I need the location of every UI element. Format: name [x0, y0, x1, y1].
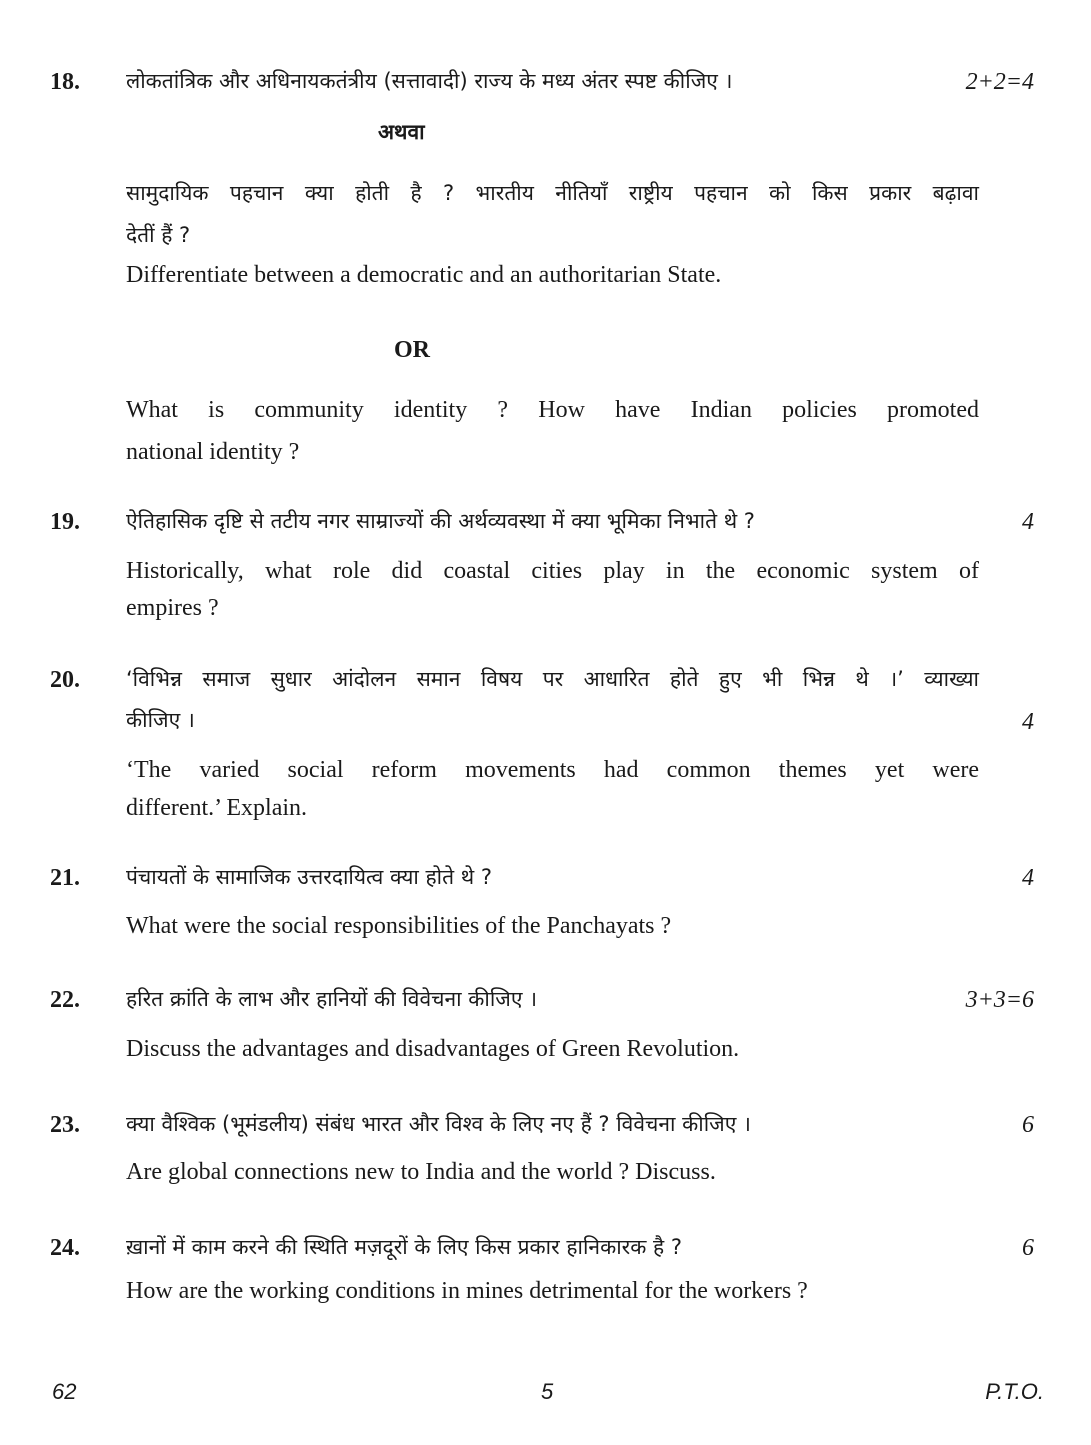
- question-18-english: Differentiate between a democratic and an authoritarian State.: [126, 262, 722, 288]
- question-number-24: 24.: [50, 1235, 80, 1261]
- question-18-alt-hindi-line2: देतीं हैं ?: [126, 223, 191, 247]
- question-20-hindi-line1: ‘विभिन्न समाज सुधार आंदोलन समान विषय पर आधारित होते हुए भी भिन्न थे ।’ व्याख्या: [126, 667, 979, 691]
- question-19-marks: 4: [1022, 509, 1034, 535]
- question-19-english-line2: empires ?: [126, 595, 219, 621]
- or-english-label: OR: [394, 337, 430, 363]
- question-24-hindi: ख़ानों में काम करने की स्थिति मज़दूरों के लिए किस प्रकार हानिकारक है ?: [126, 1235, 682, 1259]
- question-20-hindi-line2: कीजिए ।: [126, 708, 195, 732]
- question-number-21: 21.: [50, 865, 80, 891]
- question-18-alt-hindi-line1: सामुदायिक पहचान क्या होती है ? भारतीय नीतियाँ राष्ट्रीय पहचान को किस प्रकार बढ़ावा: [126, 181, 979, 205]
- question-23-hindi: क्या वैश्विक (भूमंडलीय) संबंध भारत और विश्व के लिए नए हैं ? विवेचना कीजिए ।: [126, 1112, 751, 1136]
- question-20-english-line1: ‘The varied social reform movements had common themes yet were: [126, 757, 979, 783]
- question-22-english: Discuss the advantages and disadvantages of Green Revolution.: [126, 1036, 740, 1062]
- question-number-20: 20.: [50, 667, 80, 693]
- question-18-hindi: लोकतांत्रिक और अधिनायकतंत्रीय (सत्तावादी) राज्य के मध्य अंतर स्पष्ट कीजिए ।: [126, 69, 733, 93]
- question-20-marks: 4: [1022, 709, 1034, 735]
- question-21-hindi: पंचायतों के सामाजिक उत्तरदायित्व क्या होते थे ?: [126, 865, 492, 889]
- question-number-22: 22.: [50, 987, 80, 1013]
- question-number-23: 23.: [50, 1112, 80, 1138]
- question-24-marks: 6: [1022, 1235, 1034, 1261]
- question-22-marks: 3+3=6: [965, 987, 1034, 1013]
- question-19-hindi: ऐतिहासिक दृष्टि से तटीय नगर साम्राज्यों की अर्थव्यवस्था में क्या भूमिका निभाते थे ?: [126, 509, 755, 533]
- question-18-marks: 2+2=4: [965, 69, 1034, 95]
- question-22-hindi: हरित क्रांति के लाभ और हानियों की विवेचना कीजिए ।: [126, 987, 538, 1011]
- page-number: 5: [541, 1379, 554, 1404]
- question-23-english: Are global connections new to India and the world ? Discuss.: [126, 1159, 716, 1185]
- question-24-english: How are the working conditions in mines detrimental for the workers ?: [126, 1278, 808, 1304]
- question-20-english-line2: different.’ Explain.: [126, 795, 308, 821]
- question-18-alt-english-line2: national identity ?: [126, 439, 300, 465]
- question-19-english-line1: Historically, what role did coastal cities play in the economic system of: [126, 558, 979, 584]
- please-turn-over: P.T.O.: [985, 1379, 1044, 1404]
- or-hindi-label: अथवा: [378, 120, 425, 144]
- question-18-alt-english-line1: What is community identity ? How have Indian policies promoted: [126, 397, 979, 423]
- question-number-19: 19.: [50, 509, 80, 535]
- question-21-marks: 4: [1022, 865, 1034, 891]
- paper-code: 62: [52, 1379, 77, 1404]
- question-21-english: What were the social responsibilities of the Panchayats ?: [126, 913, 672, 939]
- question-23-marks: 6: [1022, 1112, 1034, 1138]
- question-number-18: 18.: [50, 69, 80, 95]
